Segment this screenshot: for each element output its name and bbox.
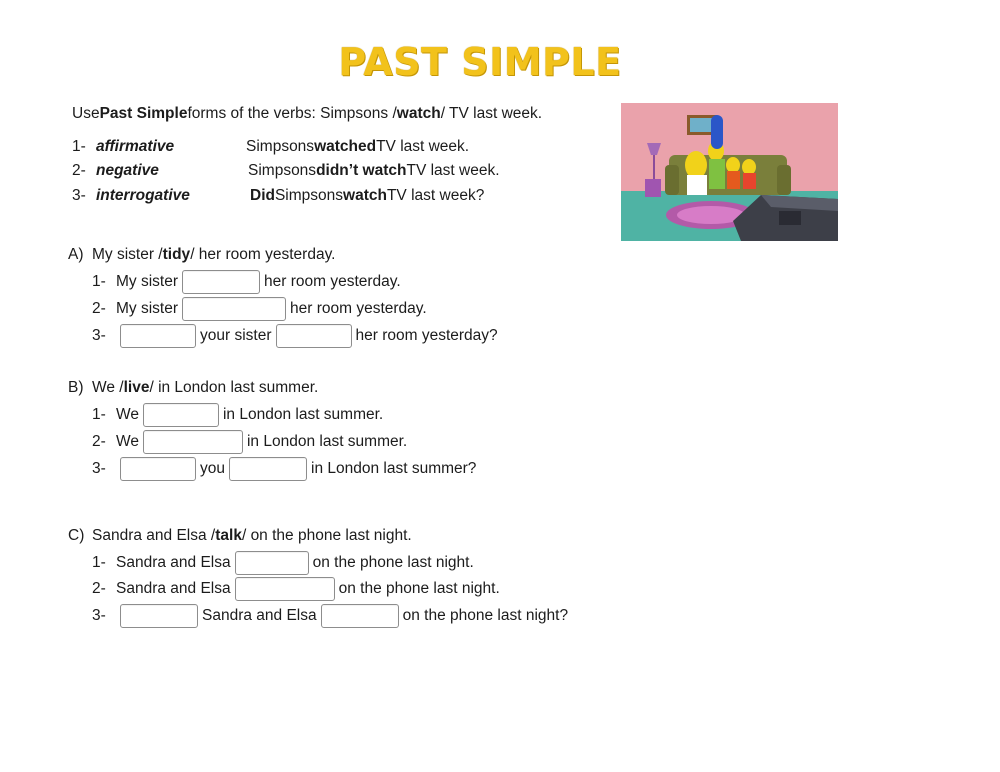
page-title: PAST SIMPLE bbox=[338, 40, 622, 84]
example-number: 3- bbox=[72, 187, 86, 204]
item-before: My sister bbox=[116, 300, 178, 317]
instruction bbox=[72, 105, 542, 123]
prompt-verb: tidy bbox=[162, 246, 191, 263]
section-b-item-3 bbox=[92, 457, 476, 481]
item-number: 1- bbox=[92, 406, 106, 423]
answer-blank[interactable] bbox=[235, 551, 309, 575]
section-c-item-3 bbox=[92, 604, 568, 628]
prompt-verb: live bbox=[123, 379, 150, 396]
item-after: in London last summer. bbox=[222, 406, 384, 423]
answer-blank[interactable] bbox=[235, 577, 335, 601]
item-number: 2- bbox=[92, 300, 106, 317]
section-b-item-2 bbox=[92, 430, 407, 454]
section-letter: B) bbox=[68, 379, 84, 396]
item-middle: your sister bbox=[200, 327, 272, 344]
item-number: 2- bbox=[92, 433, 106, 450]
example-label: affirmative bbox=[96, 138, 175, 155]
item-after: her room yesterday. bbox=[290, 300, 427, 317]
instruction-lead: Use bbox=[72, 105, 100, 122]
prompt-post: / in London last summer. bbox=[149, 379, 319, 396]
example-pre: Simpsons bbox=[248, 162, 317, 179]
answer-blank[interactable] bbox=[276, 324, 352, 348]
item-middle: Sandra and Elsa bbox=[202, 607, 317, 624]
item-after: her room yesterday? bbox=[355, 327, 498, 344]
item-middle: you bbox=[200, 460, 225, 477]
answer-blank[interactable] bbox=[182, 270, 260, 294]
section-a-item-1 bbox=[92, 270, 401, 294]
answer-blank[interactable] bbox=[120, 324, 196, 348]
example-number: 2- bbox=[72, 162, 86, 179]
item-number: 3- bbox=[92, 460, 106, 477]
section-c-prompt bbox=[68, 527, 412, 545]
item-before: Sandra and Elsa bbox=[116, 580, 231, 597]
example-label: interrogative bbox=[96, 187, 190, 204]
section-letter: A) bbox=[68, 246, 84, 263]
instruction-verb: watch bbox=[396, 105, 441, 122]
example-verb: watched bbox=[314, 138, 377, 155]
item-before: We bbox=[116, 433, 139, 450]
section-a-prompt bbox=[68, 246, 336, 264]
example-post: TV last week. bbox=[376, 138, 470, 155]
example-pre: Simpsons bbox=[246, 138, 315, 155]
section-b-item-1 bbox=[92, 403, 383, 427]
item-number: 1- bbox=[92, 273, 106, 290]
example-negative bbox=[72, 162, 500, 180]
answer-blank[interactable] bbox=[182, 297, 286, 321]
example-post: TV last week? bbox=[386, 187, 485, 204]
example-verb: didn’t watch bbox=[316, 162, 407, 179]
item-after: on the phone last night. bbox=[312, 554, 474, 571]
section-a-item-2 bbox=[92, 297, 427, 321]
item-before: Sandra and Elsa bbox=[116, 554, 231, 571]
prompt-pre: We / bbox=[92, 379, 124, 396]
simpsons-couch-illustration bbox=[621, 103, 838, 241]
section-letter: C) bbox=[68, 527, 85, 544]
section-c-item-1 bbox=[92, 551, 474, 575]
item-before: My sister bbox=[116, 273, 178, 290]
example-label: negative bbox=[96, 162, 159, 179]
prompt-pre: Sandra and Elsa / bbox=[92, 527, 216, 544]
example-interrogative bbox=[72, 187, 484, 205]
item-after: on the phone last night? bbox=[402, 607, 569, 624]
item-after: her room yesterday. bbox=[264, 273, 401, 290]
instruction-rest: forms of the verbs: Simpsons / bbox=[187, 105, 397, 122]
prompt-post: / on the phone last night. bbox=[241, 527, 412, 544]
item-before: We bbox=[116, 406, 139, 423]
instruction-tail: / TV last week. bbox=[440, 105, 543, 122]
answer-blank[interactable] bbox=[143, 403, 219, 427]
example-affirmative bbox=[72, 138, 469, 156]
answer-blank[interactable] bbox=[143, 430, 243, 454]
item-number: 3- bbox=[92, 607, 106, 624]
section-b-prompt bbox=[68, 379, 318, 397]
answer-blank[interactable] bbox=[120, 604, 198, 628]
answer-blank[interactable] bbox=[321, 604, 399, 628]
prompt-post: / her room yesterday. bbox=[190, 246, 336, 263]
example-aux: Did bbox=[250, 187, 275, 204]
item-number: 3- bbox=[92, 327, 106, 344]
item-number: 1- bbox=[92, 554, 106, 571]
answer-blank[interactable] bbox=[120, 457, 196, 481]
example-mid: Simpsons bbox=[274, 187, 344, 204]
section-a-item-3 bbox=[92, 324, 498, 348]
example-number: 1- bbox=[72, 138, 86, 155]
example-post: TV last week. bbox=[406, 162, 500, 179]
item-after: in London last summer? bbox=[311, 460, 477, 477]
prompt-verb: talk bbox=[215, 527, 242, 544]
instruction-tense: Past Simple bbox=[99, 105, 188, 122]
item-number: 2- bbox=[92, 580, 106, 597]
answer-blank[interactable] bbox=[229, 457, 307, 481]
prompt-pre: My sister / bbox=[92, 246, 163, 263]
example-verb: watch bbox=[343, 187, 387, 204]
item-after: on the phone last night. bbox=[338, 580, 500, 597]
item-after: in London last summer. bbox=[246, 433, 408, 450]
section-c-item-2 bbox=[92, 577, 500, 601]
